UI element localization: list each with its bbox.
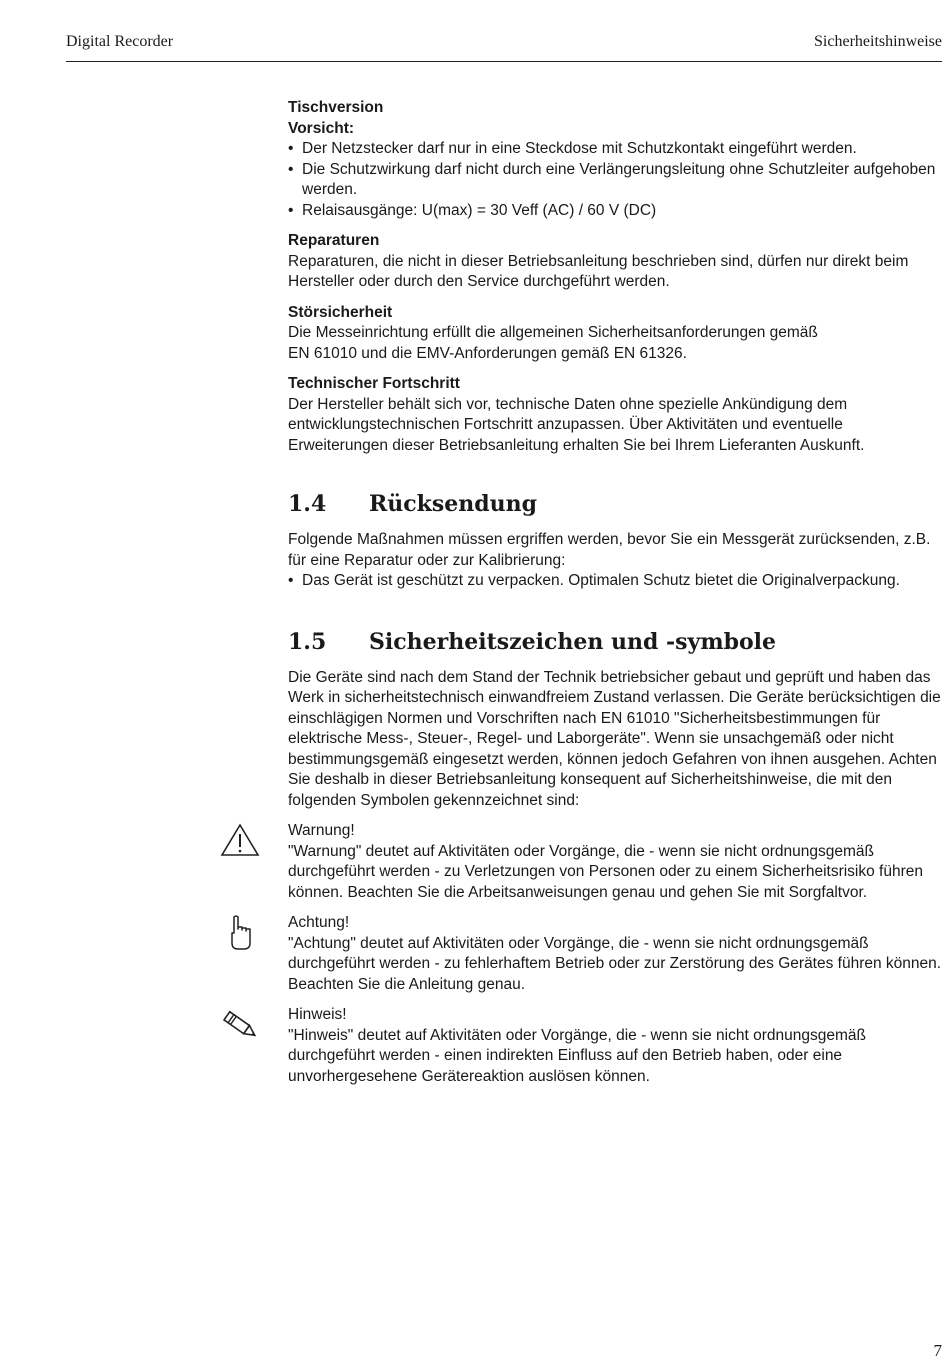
warning-notice [288,821,944,903]
list-item: • Der Netzstecker darf nur in eine Steckdose mit Schutzkontakt eingeführt werden. [288,139,944,160]
section-heading: Sicherheitszeichen und -symbole [369,628,777,655]
reparaturen-text: Reparaturen, die nicht in dieser Betriebsanleitung beschrieben sind, dürfen nur direkt beim Hersteller oder durch den Service durchgeführt werden. [288,252,909,290]
main-content [288,98,944,1097]
list-item: • Das Gerät ist geschützt zu verpacken. Optimalen Schutz bietet die Originalverpackung. [288,571,944,592]
stoersicherheit-heading: Störsicherheit [288,303,393,321]
section-heading: Rücksendung [369,491,538,517]
header-title: Digital Recorder [66,33,174,50]
page-number: 7 [933,1341,942,1360]
reparaturen-heading: Reparaturen [288,232,380,249]
pencil-icon [220,1005,260,1045]
list-item: • Relaisausgänge: U(max) = 30 Veff (AC) / 60 V (DC) [288,201,944,222]
section-1-5-title [288,628,944,656]
warning-triangle-icon [220,821,260,861]
reparaturen-block [288,231,944,293]
stoersicherheit-text-line1: Die Messeinrichtung erfüllt die allgemeinen Sicherheitsanforderungen gemäß [288,324,818,341]
section-1-4-title [288,490,944,518]
fortschritt-block [288,374,944,456]
tischversion-block [288,98,944,221]
stoersicherheit-block [288,303,944,365]
note-notice [288,1005,944,1087]
page-header [66,31,942,62]
section-number: 1.4 [288,491,327,517]
list-item: • Die Schutzwirkung darf nicht durch eine Verlängerungsleitung ohne Schutzleiter aufgehoben werden. [288,160,944,201]
caution-title: Achtung! [288,914,350,931]
note-title: Hinweis! [288,1006,347,1023]
warning-title: Warnung! [288,822,355,839]
vorsicht-list [288,139,944,221]
caution-text: "Achtung" deutet auf Aktivitäten oder Vorgänge, die - wenn sie nicht ordnungsgemäß durchgeführt werden - zu fehlerhaftem Betrieb oder zur Zerstörung des Gerätes führen können. Beachten Sie die Anleitung genau. [288,934,942,993]
tischversion-heading: Tischversion [288,99,384,116]
vorsicht-heading: Vorsicht: [288,119,355,137]
section-number: 1.5 [288,628,327,655]
caution-notice [288,913,944,995]
stoersicherheit-text-line2: EN 61010 und die EMV-Anforderungen gemäß EN 61326. [288,344,687,362]
sicherheitszeichen-block [288,668,944,812]
ruecksendung-text: Folgende Maßnahmen müssen ergriffen werden, bevor Sie ein Messgerät zurücksenden, z.B. für eine Reparatur oder zur Kalibrierung: [288,531,931,569]
sicherheitszeichen-text: Die Geräte sind nach dem Stand der Technik betriebsicher gebaut und geprüft und haben das Werk in sicherheitstechnisch einwandfreiem Zustand verlassen. Die Geräte berücksichtigen die einschlägigen Normen und Vorschriften nach EN 61010 "Sicherheitsbestimmungen für elektrische Mess-, Steuer-, Regel- und Laborgeräte". Wenn sie unsachgemäß oder nicht bestimmungsgemäß eingesetzt werden, können jedoch Gefahren von ihnen ausgehen. Achten Sie deshalb in dieser Betriebsanleitung konsequent auf Sicherheitshinweise, die mit den folgenden Symbolen gekennzeichnet sind: [288,668,941,809]
note-text: "Hinweis" deutet auf Aktivitäten oder Vorgänge, die - wenn sie nicht ordnungsgemäß durchgeführt werden - einen indirekten Einfluss auf den Betrieb haben, oder eine unvorhergesehene Gerätereaktion auslösen können. [288,1026,866,1085]
ruecksendung-block [288,530,944,592]
fortschritt-heading: Technischer Fortschritt [288,375,460,392]
pointing-hand-icon [220,913,260,953]
ruecksendung-list [288,571,944,592]
warning-text: "Warnung" deutet auf Aktivitäten oder Vorgänge, die - wenn sie nicht ordnungsgemäß durchgeführt werden - zu Verletzungen von Personen oder zu einem Sicherheitsrisiko führen können. Beachten Sie die Arbeitsanweisungen genau und gehen Sie mit Sorgfaltvor. [288,842,924,901]
fortschritt-text: Der Hersteller behält sich vor, technische Daten ohne spezielle Ankündigung dem entwicklungstechnischen Fortschritt anzupassen. Über Aktivitäten und eventuelle Erweiterungen dieser Betriebsanleitung erhalten Sie bei Ihrem Lieferanten Auskunft. [288,395,865,454]
header-section: Sicherheitshinweise [814,33,942,50]
